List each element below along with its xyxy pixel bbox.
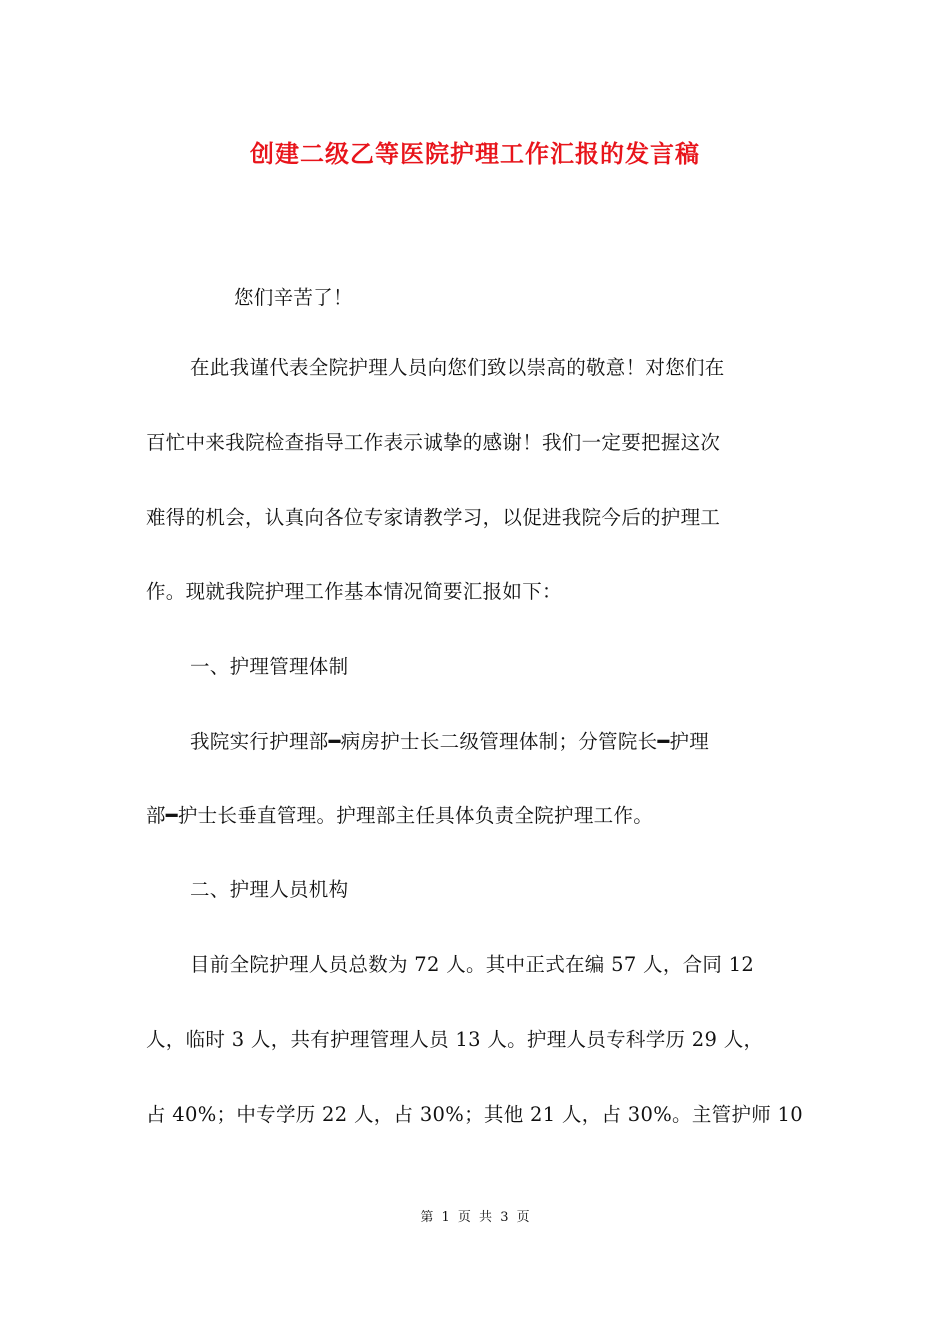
text-line: 您们辛苦了！ <box>234 286 353 309</box>
text-line: 部━护士长垂直管理。护理部主任具体负责全院护理工作。 <box>146 804 654 827</box>
page-title: 创建二级乙等医院护理工作汇报的发言稿 <box>250 139 700 168</box>
text-line: 目前全院护理人员总数为 72 人。其中正式在编 57 人，合同 12 <box>190 953 755 976</box>
text-line: 百忙中来我院检查指导工作表示诚挚的感谢！我们一定要把握这次 <box>146 431 721 454</box>
page-number: 第 1 页 共 3 页 <box>420 1210 530 1225</box>
text-line: 人，临时 3 人，共有护理管理人员 13 人。护理人员专科学历 29 人， <box>146 1028 764 1051</box>
text-line: 难得的机会，认真向各位专家请教学习，以促进我院今后的护理工 <box>146 506 721 529</box>
text-line: 在此我谨代表全院护理人员向您们致以崇高的敬意！对您们在 <box>190 356 725 379</box>
text-line: 作。现就我院护理工作基本情况简要汇报如下： <box>146 580 562 603</box>
section-heading: 二、护理人员机构 <box>190 878 349 901</box>
text-line: 占 40%；中专学历 22 人，占 30%；其他 21 人，占 30%。主管护师 10 <box>146 1103 803 1126</box>
section-heading: 一、护理管理体制 <box>190 655 349 678</box>
text-line: 我院实行护理部━病房护士长二级管理体制；分管院长━护理 <box>190 730 710 753</box>
